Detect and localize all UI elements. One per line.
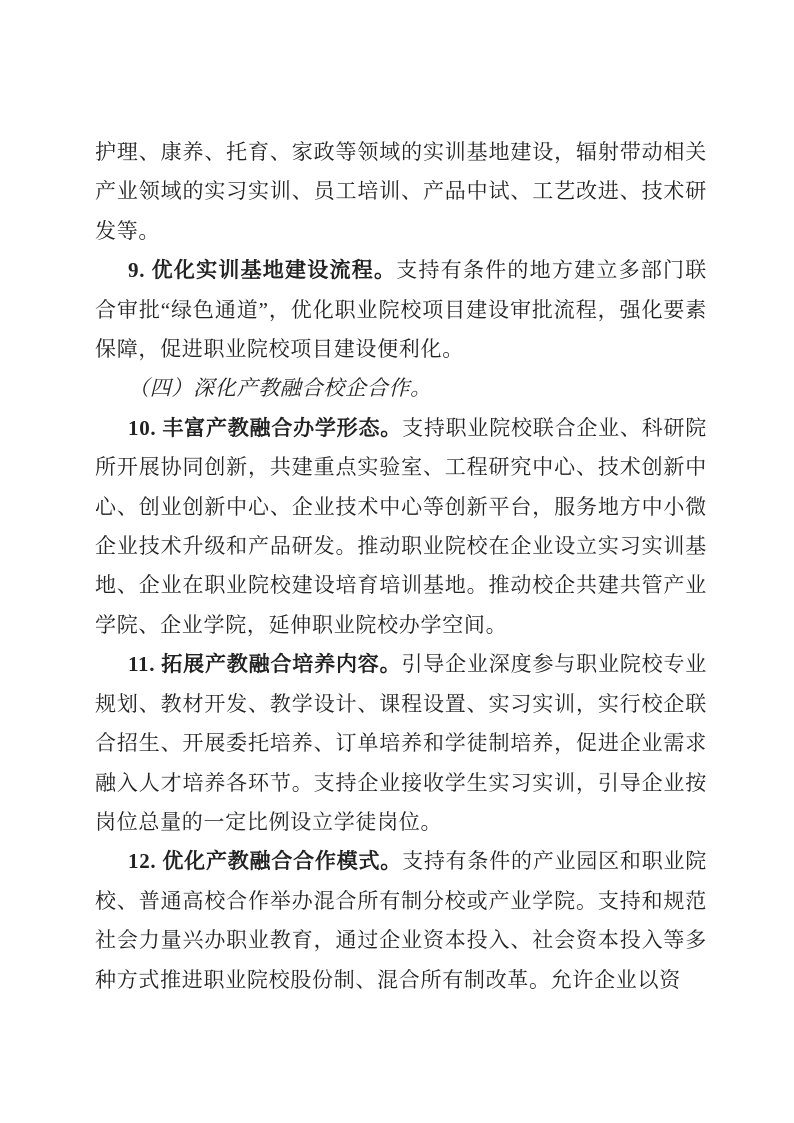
body-text-run: 支持职业院校联合企业、科研院所开展协同创新，共建重点实验室、工程研究中心、技术创新中心、创业创新中心、企业技术中心等创新平台，服务地方中小微企业技术升级和产品研发。推动职业院校在企业设立实习实训基地、企业在职业院校建设培育培训基地。推动校企共建共管产业学院、企业学院，延伸职业院校办学空间。	[95, 415, 707, 637]
clause-heading-run: 10. 丰富产教融合办学形态。	[128, 415, 403, 440]
clause-heading-run: 9. 优化实训基地建设流程。	[128, 258, 397, 283]
paragraph-section-heading	[95, 369, 707, 408]
paragraph-numbered-clause	[95, 842, 707, 1000]
paragraph-numbered-clause	[95, 645, 707, 842]
body-text-run: 引导企业深度参与职业院校专业规划、教材开发、教学设计、课程设置、实习实训，实行校企联合招生、开展委托培养、订单培养和学徒制培养，促进企业需求融入人才培养各环节。支持企业接收学生实习实训，引导企业按岗位总量的一定比例设立学徒岗位。	[95, 652, 707, 834]
body-text-run: 支持有条件的产业园区和职业院校、普通高校合作举办混合所有制分校或产业学院。支持和规范社会力量兴办职业教育，通过企业资本投入、社会资本投入等多种方式推进职业院校股份制、混合所有制改革。允许企业以资	[95, 849, 707, 992]
clause-heading-run: 11. 拓展产教融合培养内容。	[128, 652, 402, 677]
body-text-run: 护理、康养、托育、家政等领域的实训基地建设，辐射带动相关产业领域的实习实训、员工培训、产品中试、工艺改进、技术研发等。	[95, 140, 707, 243]
paragraph-numbered-clause	[95, 251, 707, 369]
clause-heading-run: 12. 优化产教融合合作模式。	[128, 849, 403, 874]
paragraph-body-continuation	[95, 133, 707, 251]
section-heading-run: （四）深化产教融合校企合作。	[128, 376, 432, 401]
document-text-block	[95, 133, 707, 1000]
paragraph-numbered-clause	[95, 409, 707, 645]
body-text-run: 支持有条件的地方建立多部门联合审批“绿色通道”，优化职业院校项目建设审批流程，强化要素保障，促进职业院校项目建设便利化。	[95, 258, 707, 362]
